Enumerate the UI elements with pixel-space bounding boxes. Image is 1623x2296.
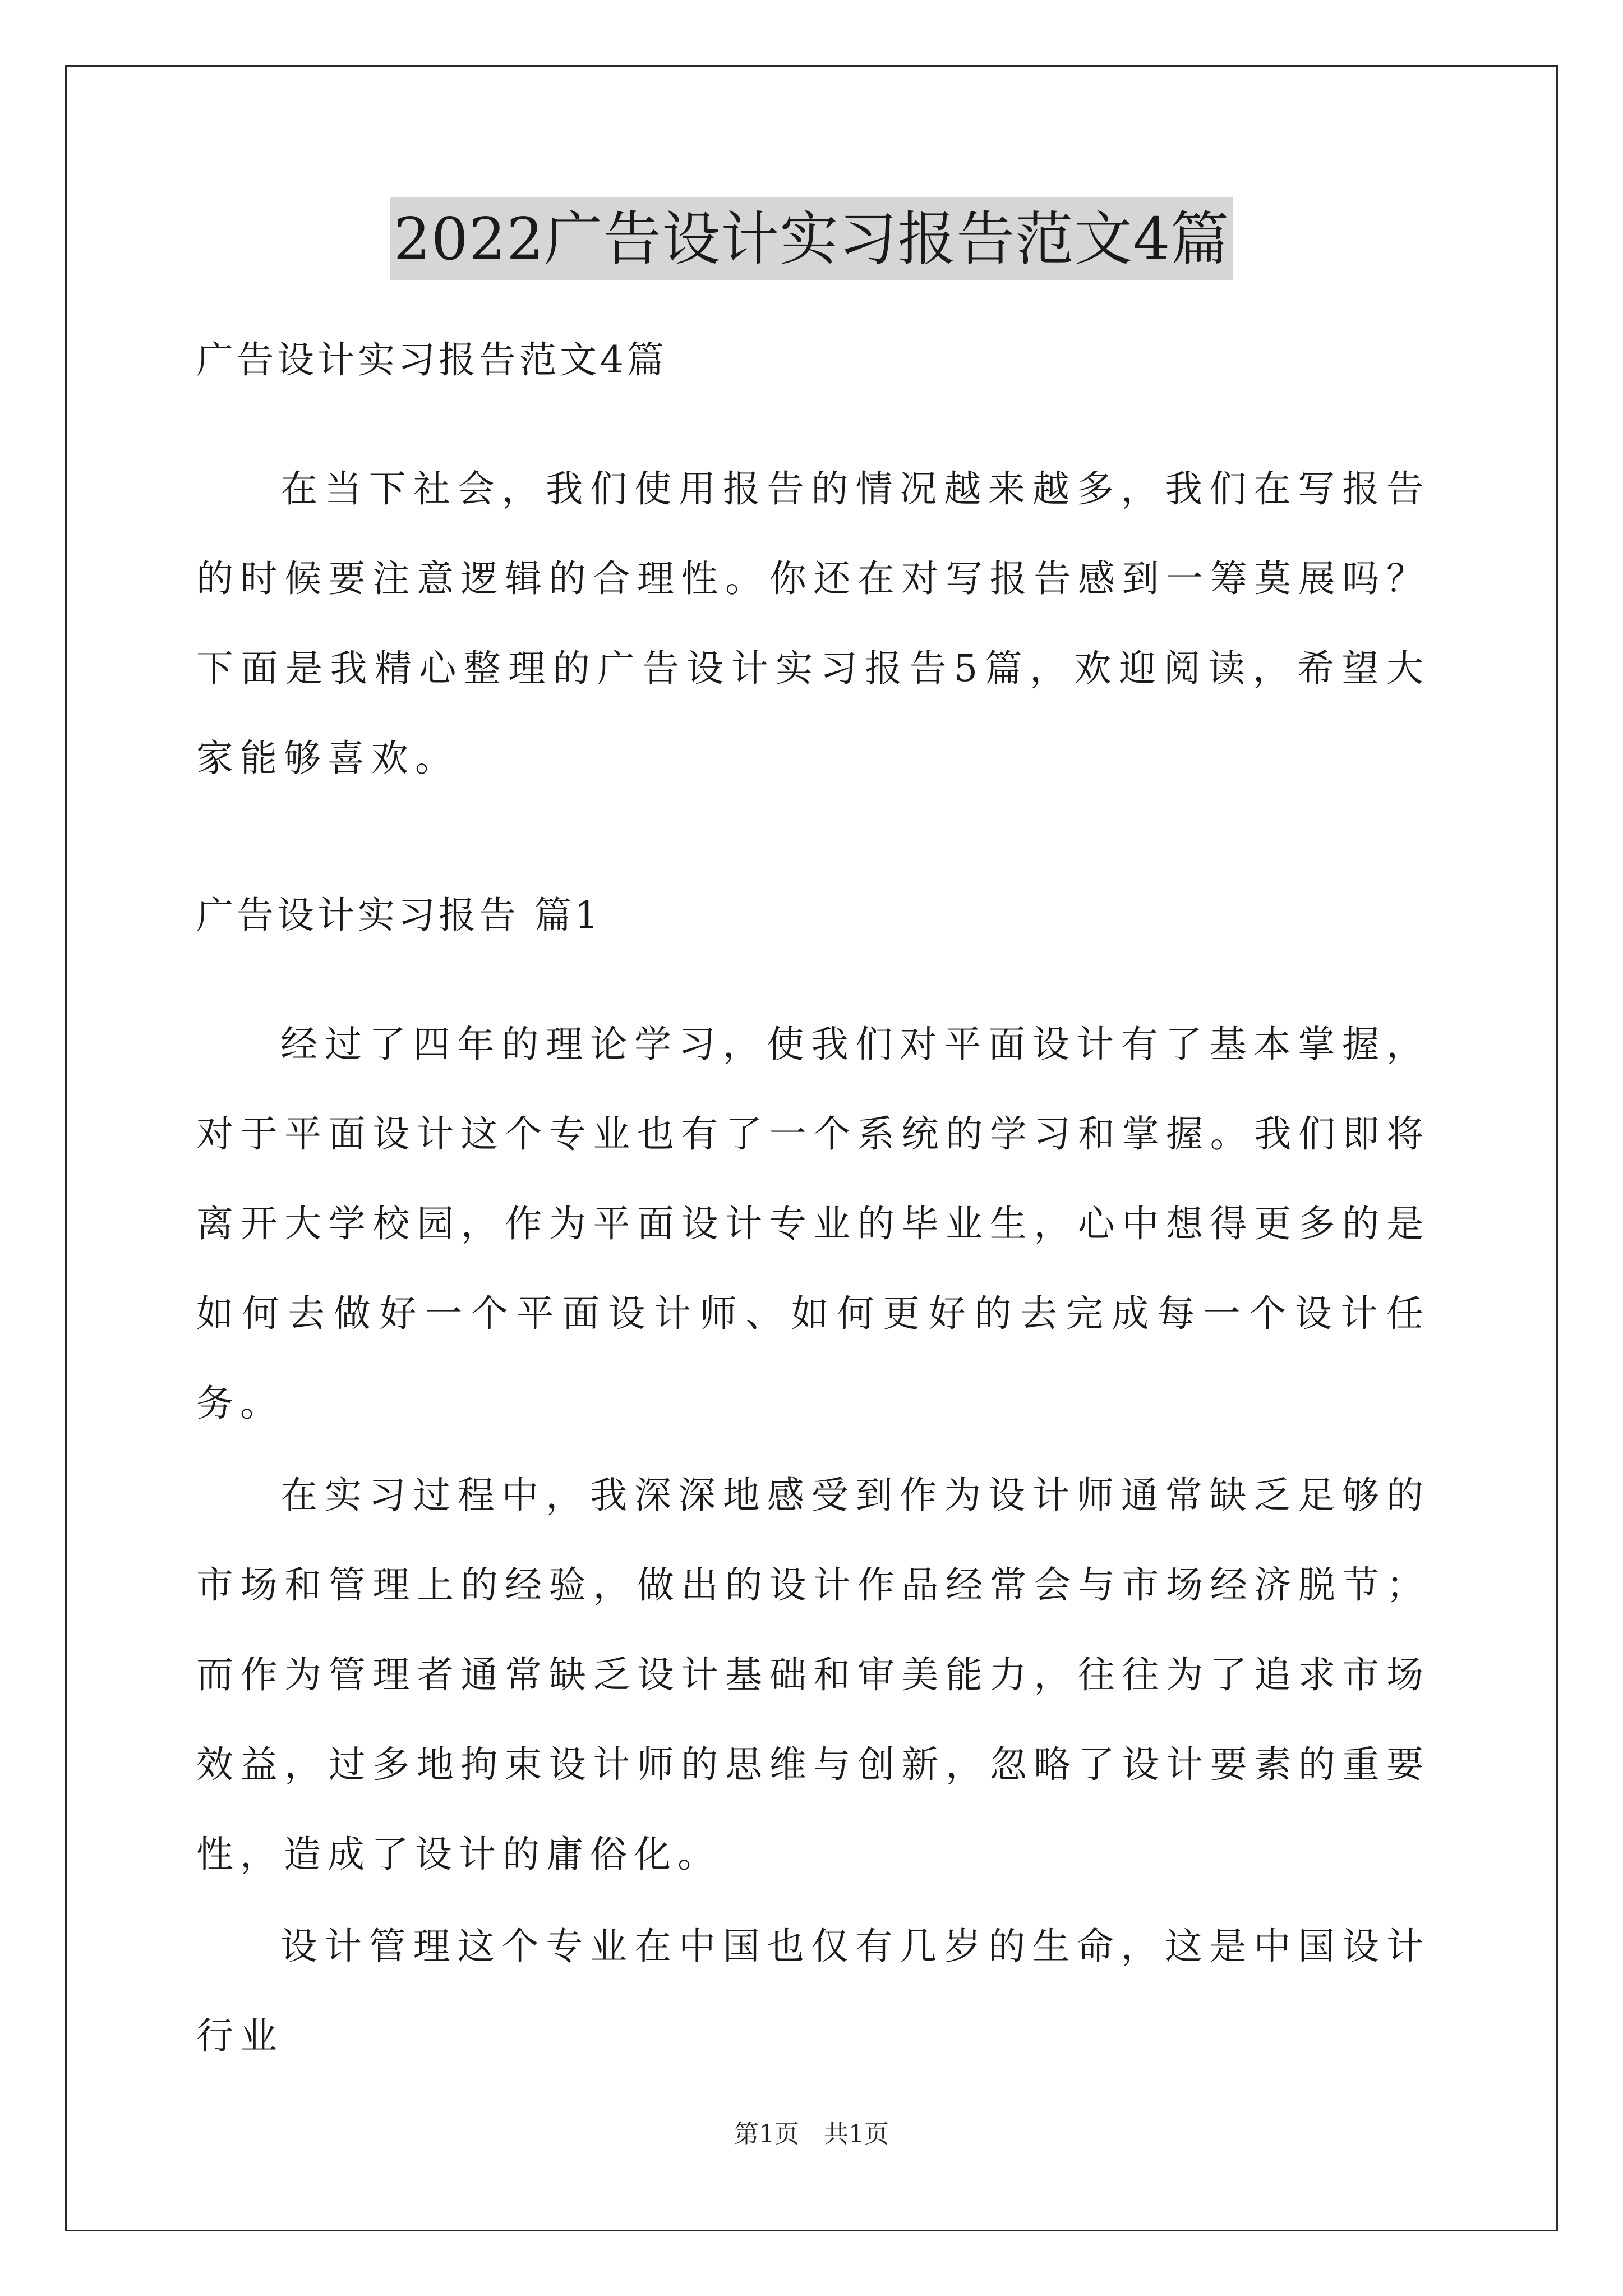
page-footer: 第1页 共1页 [734, 2120, 889, 2148]
body-paragraph-3: 设计管理这个专业在中国也仅有几岁的生命，这是中国设计行业 [196, 1925, 1430, 2058]
section-heading-block [196, 874, 1430, 957]
section-heading: 广告设计实习报告 篇1 [196, 894, 602, 937]
body-paragraph-2: 在实习过程中，我深深地感受到作为设计师通常缺乏足够的市场和管理上的经验，做出的设计作品经常会与市场经济脱节；而作为管理者通常缺乏设计基础和审美能力，往往为了追求市场效益，过多地拘束设计师的思维与创新，忽略了设计要素的重要性，造成了设计的庸俗化。 [196, 1474, 1430, 1876]
intro-block [196, 444, 1430, 803]
title-container [0, 197, 1623, 280]
body-block [196, 1000, 1430, 2081]
document-subtitle: 广告设计实习报告范文4篇 [196, 338, 667, 381]
intro-paragraph: 在当下社会，我们使用报告的情况越来越多，我们在写报告的时候要注意逻辑的合理性。你还在对写报告感到一筹莫展吗？下面是我精心整理的广告设计实习报告5篇，欢迎阅读，希望大家能够喜欢。 [196, 467, 1430, 780]
body-paragraph-1: 经过了四年的理论学习，使我们对平面设计有了基本掌握，对于平面设计这个专业也有了一个系统的学习和掌握。我们即将离开大学校园，作为平面设计专业的毕业生，心中想得更多的是如何去做好一个平面设计师、如何更好的去完成每一个设计任务。 [196, 1023, 1430, 1425]
document-title: 2022广告设计实习报告范文4篇 [390, 197, 1233, 280]
subtitle-block [196, 319, 1430, 402]
